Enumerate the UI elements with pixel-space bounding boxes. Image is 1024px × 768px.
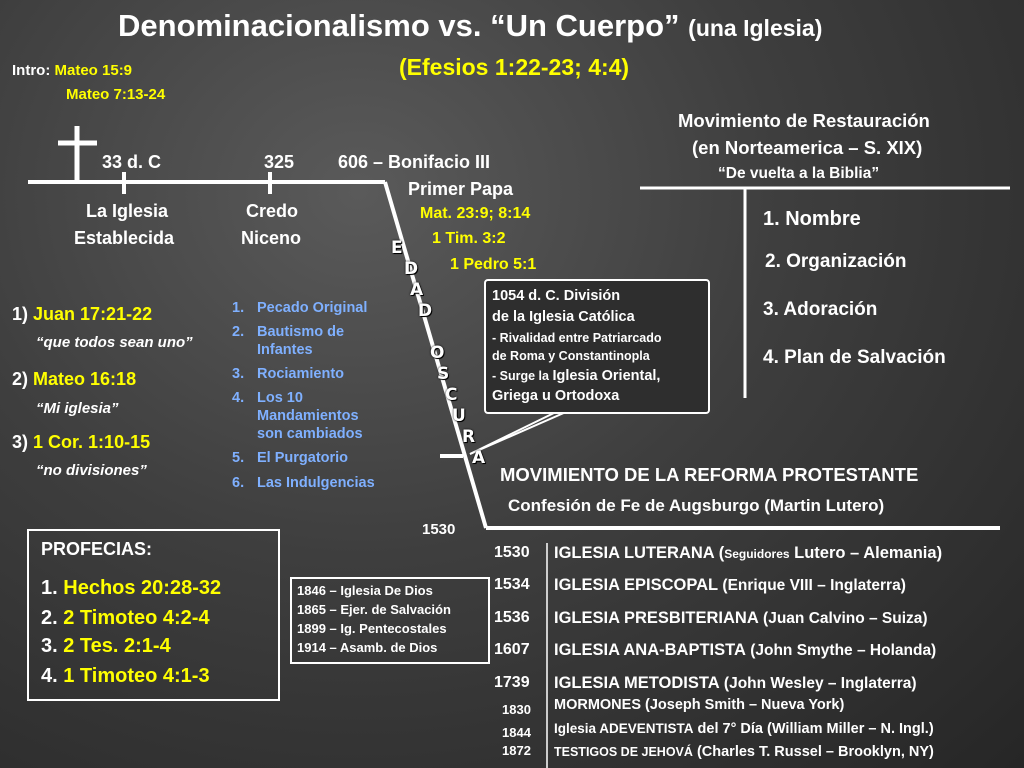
restoration-title-2: (en Norteamerica – S. XIX) bbox=[692, 137, 923, 158]
division-line: - Surge la Iglesia Oriental, bbox=[492, 368, 661, 384]
verse-2-quote: “Mi iglesia” bbox=[36, 400, 119, 417]
credo-label-2: Niceno bbox=[241, 228, 302, 248]
profecia-item: 3. 2 Tes. 2:1-4 bbox=[41, 635, 171, 657]
oscura-letter: R bbox=[462, 427, 476, 447]
primer-papa: Primer Papa bbox=[408, 179, 514, 199]
intro: Intro: Mateo 15:9 bbox=[12, 62, 133, 79]
doctrine-item: 3. Rociamiento bbox=[232, 366, 345, 382]
division-line: de Roma y Constantinopla bbox=[492, 349, 650, 363]
doctrine-item: 4. Los 10 bbox=[232, 390, 303, 406]
title-reference: (Efesios 1:22-23; 4:4) bbox=[399, 54, 630, 80]
doctrine-item: 6. Las Indulgencias bbox=[232, 475, 375, 491]
verse-1: 1) Juan 17:21-22 bbox=[12, 304, 153, 324]
profecias-title: PROFECIAS: bbox=[41, 539, 153, 559]
page-title: Denominacionalismo vs. “Un Cuerpo” (una Iglesia) bbox=[118, 8, 823, 43]
credo-label-1: Credo bbox=[246, 201, 299, 221]
church-row: Iglesia ADEVENTISTA del 7° Día (William Miller – N. Ingl.) bbox=[554, 721, 934, 737]
church-year: 1739 bbox=[494, 674, 530, 691]
date-33: 33 d. C bbox=[102, 152, 162, 172]
date-606: 606 – Bonifacio III bbox=[338, 152, 491, 172]
iglesia-label-2: Establecida bbox=[74, 228, 175, 248]
profecia-item: 1. Hechos 20:28-32 bbox=[41, 577, 222, 599]
church-year: 1534 bbox=[494, 576, 530, 593]
date-1530: 1530 bbox=[422, 521, 456, 538]
profecias-box bbox=[27, 529, 280, 701]
division-line: - Rivalidad entre Patriarcado bbox=[492, 331, 662, 345]
iglesia-label-1: La Iglesia bbox=[86, 201, 169, 221]
doctrine-item-cont: Infantes bbox=[257, 342, 313, 358]
oscura-letter: O bbox=[430, 343, 445, 363]
church-year: 1530 bbox=[494, 544, 530, 561]
small-box-line: 1846 – Iglesia De Dios bbox=[297, 583, 433, 598]
pentecostal-box bbox=[290, 577, 490, 664]
division-line: Griega u Ortodoxa bbox=[492, 388, 620, 404]
church-year: 1844 bbox=[502, 725, 531, 740]
oscura-letter: U bbox=[452, 406, 466, 426]
restoration-item: 3. Adoración bbox=[763, 299, 878, 320]
church-row: IGLESIA ANA-BAPTISTA (John Smythe – Holanda) bbox=[554, 641, 937, 659]
church-year: 1536 bbox=[494, 609, 530, 626]
church-year: 1607 bbox=[494, 641, 530, 658]
church-year: 1830 bbox=[502, 702, 531, 717]
edad-letter: A bbox=[410, 280, 424, 300]
church-year: 1872 bbox=[502, 743, 531, 758]
papa-ref-1: Mat. 23:9; 8:14 bbox=[420, 205, 531, 222]
division-callout bbox=[484, 279, 710, 414]
restoration-item: 1. Nombre bbox=[763, 208, 861, 230]
church-row: IGLESIA METODISTA (John Wesley – Inglaterra) bbox=[554, 674, 917, 692]
papa-ref-2: 1 Tim. 3:2 bbox=[432, 230, 506, 247]
restoration-title-1: Movimiento de Restauración bbox=[678, 110, 930, 131]
verse-3-quote: “no divisiones” bbox=[36, 462, 147, 479]
verse-1-quote: “que todos sean uno” bbox=[36, 334, 193, 351]
oscura-letter: C bbox=[445, 385, 458, 405]
doctrine-item: 1. Pecado Original bbox=[232, 300, 368, 316]
doctrine-item-cont: Mandamientos bbox=[257, 408, 359, 424]
reforma-title: MOVIMIENTO DE LA REFORMA PROTESTANTE bbox=[500, 464, 919, 485]
church-row: TESTIGOS DE JEHOVÁ (Charles T. Russel – Brooklyn, NY) bbox=[554, 744, 934, 760]
edad-letter: D bbox=[418, 301, 433, 321]
edad-letter: D bbox=[404, 259, 419, 279]
restoration-item: 4. Plan de Salvación bbox=[763, 347, 946, 368]
profecia-item: 2. 2 Timoteo 4:2-4 bbox=[41, 607, 210, 629]
church-row: IGLESIA LUTERANA (Seguidores Lutero – Alemania) bbox=[554, 544, 943, 562]
verse-2: 2) Mateo 16:18 bbox=[12, 369, 137, 389]
papa-ref-3: 1 Pedro 5:1 bbox=[450, 256, 537, 273]
church-row: MORMONES (Joseph Smith – Nueva York) bbox=[554, 697, 845, 713]
church-row: IGLESIA PRESBITERIANA (Juan Calvino – Suiza) bbox=[554, 609, 928, 627]
date-325: 325 bbox=[264, 152, 295, 172]
verse-3: 3) 1 Cor. 1:10-15 bbox=[12, 432, 151, 452]
profecia-item: 4. 1 Timoteo 4:1-3 bbox=[41, 665, 210, 687]
small-box-line: 1865 – Ejer. de Salvación bbox=[297, 602, 451, 617]
doctrine-item: 2. Bautismo de bbox=[232, 324, 345, 340]
edad-letter: E bbox=[391, 238, 403, 258]
reforma-subtitle: Confesión de Fe de Augsburgo (Martin Lutero) bbox=[508, 496, 885, 515]
division-line: de la Iglesia Católica bbox=[492, 309, 635, 325]
small-box-line: 1914 – Asamb. de Dios bbox=[297, 640, 438, 655]
division-line: 1054 d. C. División bbox=[492, 288, 621, 304]
small-box-line: 1899 – Ig. Pentecostales bbox=[297, 621, 447, 636]
oscura-letter: S bbox=[437, 364, 450, 384]
restoration-item: 2. Organización bbox=[765, 251, 907, 272]
restoration-subtitle: “De vuelta a la Biblia” bbox=[718, 165, 880, 182]
doctrine-item-cont: son cambiados bbox=[257, 426, 363, 442]
church-row: IGLESIA EPISCOPAL (Enrique VIII – Inglaterra) bbox=[554, 576, 906, 594]
oscura-letter: A bbox=[472, 448, 486, 468]
doctrine-item: 5. El Purgatorio bbox=[232, 450, 349, 466]
intro-ref-2: Mateo 7:13-24 bbox=[66, 86, 166, 103]
